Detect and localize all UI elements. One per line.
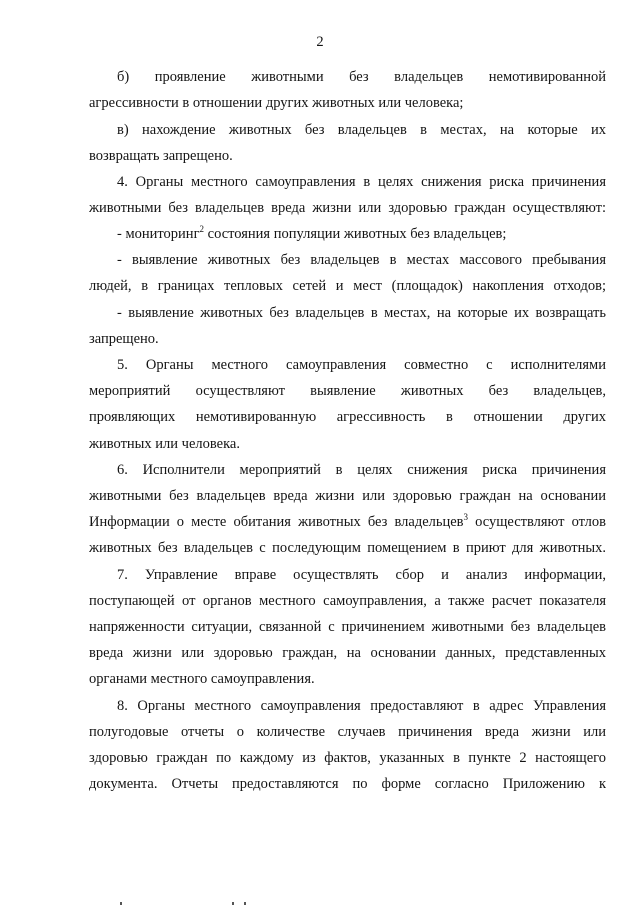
text-line — [117, 225, 606, 243]
text-line: полугодовые отчеты о количестве случаев причинения вреда жизни или — [89, 724, 606, 740]
footnote-marker: 3 — [463, 513, 469, 522]
text-line: животными без владельцев вреда жизни или здоровью граждан на основании — [89, 488, 606, 504]
text-line: агрессивности в отношении других животных или человека; — [89, 95, 464, 111]
text-line: людей, в границах тепловых сетей и мест (площадок) накопления отходов; — [89, 278, 606, 294]
text-span: Информации о месте обитания животных без владельцев — [89, 514, 464, 530]
text-line: - выявление животных без владельцев в местах, на которые их возвращать — [117, 305, 606, 321]
text-line — [89, 513, 606, 531]
text-span: - мониторинг — [117, 226, 200, 242]
footnote-marker: 2 — [199, 225, 205, 234]
text-line: 4. Органы местного самоуправления в целях снижения риска причинения — [117, 174, 606, 190]
text-line: мероприятий осуществляют выявление животных без владельцев, — [89, 383, 606, 399]
page-number: 2 — [316, 34, 324, 50]
text-line: животных или человека. — [89, 436, 240, 452]
text-line: напряженности ситуации, связанной с причинением животными без владельцев — [89, 619, 606, 635]
text-line: б) проявление животными без владельцев немотивированной — [117, 69, 606, 85]
text-line: в) нахождение животных без владельцев в местах, на которые их — [117, 122, 606, 138]
text-line: вреда жизни или здоровью граждан, на основании данных, представленных — [89, 645, 606, 661]
text-span — [89, 514, 606, 530]
text-line: поступающей от органов местного самоуправления, а также расчет показателя — [89, 593, 606, 609]
text-line: 8. Органы местного самоуправления предоставляют в адрес Управления — [117, 698, 606, 714]
text-line: проявляющих немотивированную агрессивность в отношении других — [89, 409, 606, 425]
text-line: - выявление животных без владельцев в местах массового пребывания — [117, 252, 606, 268]
text-line: органами местного самоуправления. — [89, 671, 315, 687]
text-line: запрещено. — [89, 331, 159, 347]
text-line: здоровью граждан по каждому из фактов, указанных в пункте 2 настоящего — [89, 750, 606, 766]
text-line: животными без владельцев вреда жизни или здоровью граждан осуществляют: — [89, 200, 606, 216]
text-line: возвращать запрещено. — [89, 148, 233, 164]
text-line: 7. Управление вправе осуществлять сбор и анализ информации, — [117, 567, 606, 583]
text-span: состояния популяции животных без владельцев; — [204, 226, 507, 242]
text-span: осуществляют отлов — [468, 514, 606, 530]
text-line: животных без владельцев с последующим помещением в приют для животных. — [89, 540, 606, 556]
text-line: документа. Отчеты предоставляются по форме согласно Приложению к — [89, 776, 606, 792]
text-line: 5. Органы местного самоуправления совместно с исполнителями — [117, 357, 606, 373]
text-line: 6. Исполнители мероприятий в целях снижения риска причинения — [117, 462, 606, 478]
